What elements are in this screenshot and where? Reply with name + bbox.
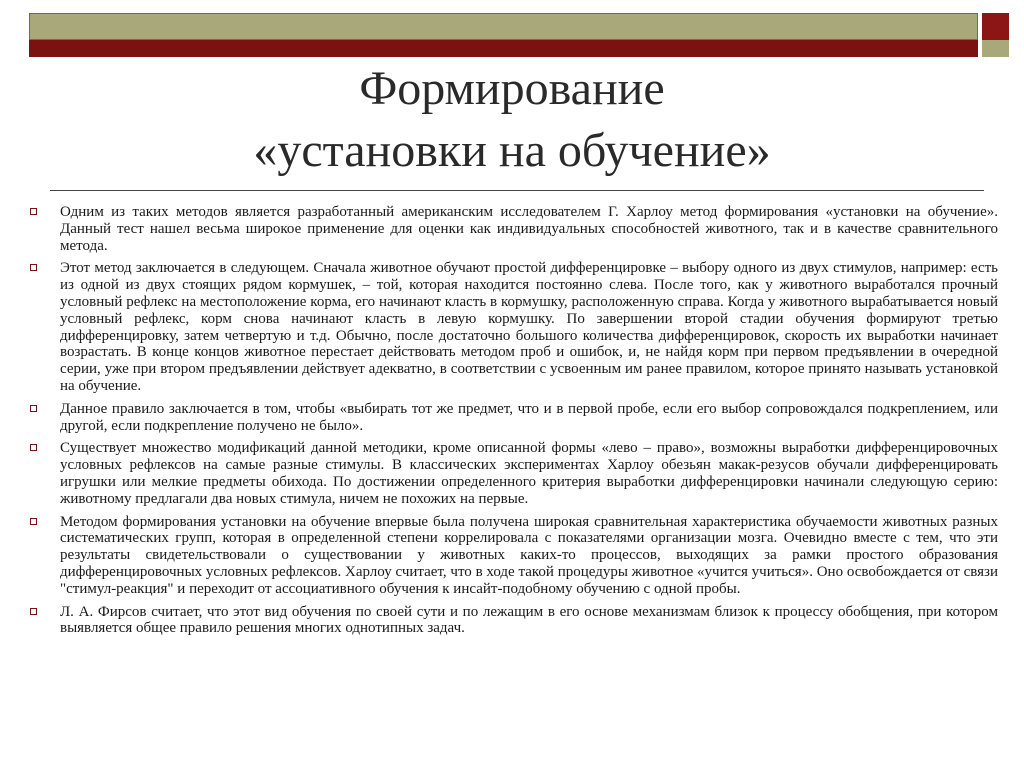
list-item-text: Этот метод заключается в следующем. Сначала животное обучают простой дифференцировке – выбору одного из двух стимулов, например: есть из одной из двух стоящих рядом кормушек, – той, которая находится постоянно слева. После того, как у животного выработался прочный условный рефлекс на местоположение корма, его начинают класть в кормушку, расположенную справа. Когда у животного вырабатывается новый условный рефлекс, корм снова начинают класть в левую кормушку. По завершении второй стадии обучения формируют третью дифференцировку, затем четвертую и т.д. Обычно, после достаточно большого количества дифференцировок, скорость их выработки начинает возрастать. В конце концов животное перестает действовать методом проб и ошибок, и, не найдя корм при первом предъявлении в очередной серии, уже при втором предъявлении действует адекватно, в соответствии с усвоенным им ранее правилом, которое принято называть установкой на обучение. <box>60 260 998 394</box>
list-item-text: Л. А. Фирсов считает, что этот вид обучения по своей сути и по лежащим в его основе механизмам близок к процессу обобщения, при котором выявляется общее правило решения многих однотипных задач. <box>60 603 998 637</box>
header-red-bar <box>29 40 978 57</box>
square-bullet-icon <box>30 264 37 271</box>
title-divider <box>50 190 984 191</box>
list-item-text: Методом формирования установки на обучение впервые была получена широкая сравнительная характеристика обучаемости животных разных систематических групп, которая в определенной степени коррелировала с показателями организации мозга. Очевидно вместе с тем, что эти результаты свидетельствовали о существовании у животных каких-то процессов, выходящих за рамки простого образования дифференцировочных условных рефлексов. Харлоу считает, что в ходе такой процедуры животное «учится учиться». Оно освобождается от связи "стимул-реакция" и переходит от ассоциативного обучения к инсайт-подобному обучению с одной пробы. <box>60 513 998 597</box>
title-line-2: «установки на обучение» <box>253 124 771 177</box>
bullet-list <box>28 204 998 643</box>
list-item <box>28 260 998 394</box>
square-bullet-icon <box>30 444 37 451</box>
square-bullet-icon <box>30 608 37 615</box>
header-olive-bar <box>29 13 978 40</box>
list-item-text: Одним из таких методов является разработанный американским исследователем Г. Харлоу метод формирования «установки на обучение». Данный тест нашел весьма широкое применение для оценки как индивидуальных способностей животного, так и в качестве сравнительного метода. <box>60 204 998 254</box>
square-bullet-icon <box>30 518 37 525</box>
header-olive-square <box>982 40 1009 57</box>
square-bullet-icon <box>30 405 37 412</box>
title-line-1: Формирование <box>359 62 665 115</box>
list-item <box>28 604 998 638</box>
list-item <box>28 204 998 254</box>
list-item <box>28 514 998 598</box>
square-bullet-icon <box>30 208 37 215</box>
list-item <box>28 401 998 435</box>
list-item <box>28 440 998 507</box>
header-red-square <box>982 13 1009 40</box>
list-item-text: Существует множество модификаций данной методики, кроме описанной формы «лево – право», возможны выработки дифференцировочных условных рефлексов на самые разные стимулы. В классических экспериментах Харлоу обезьян макак-резусов обучали дифференцировать игрушки или мелкие предметы обихода. По достижении определенного критерия выработки дифференцировки начинали следующую серию: животному предлагали два новых стимула, ничем не похожих на первые. <box>60 440 998 507</box>
slide-title <box>0 58 1024 182</box>
list-item-text: Данное правило заключается в том, чтобы «выбирать тот же предмет, что и в первой пробе, если его выбор сопровождался подкреплением, или другой, если подкрепление получено не было». <box>60 400 998 434</box>
